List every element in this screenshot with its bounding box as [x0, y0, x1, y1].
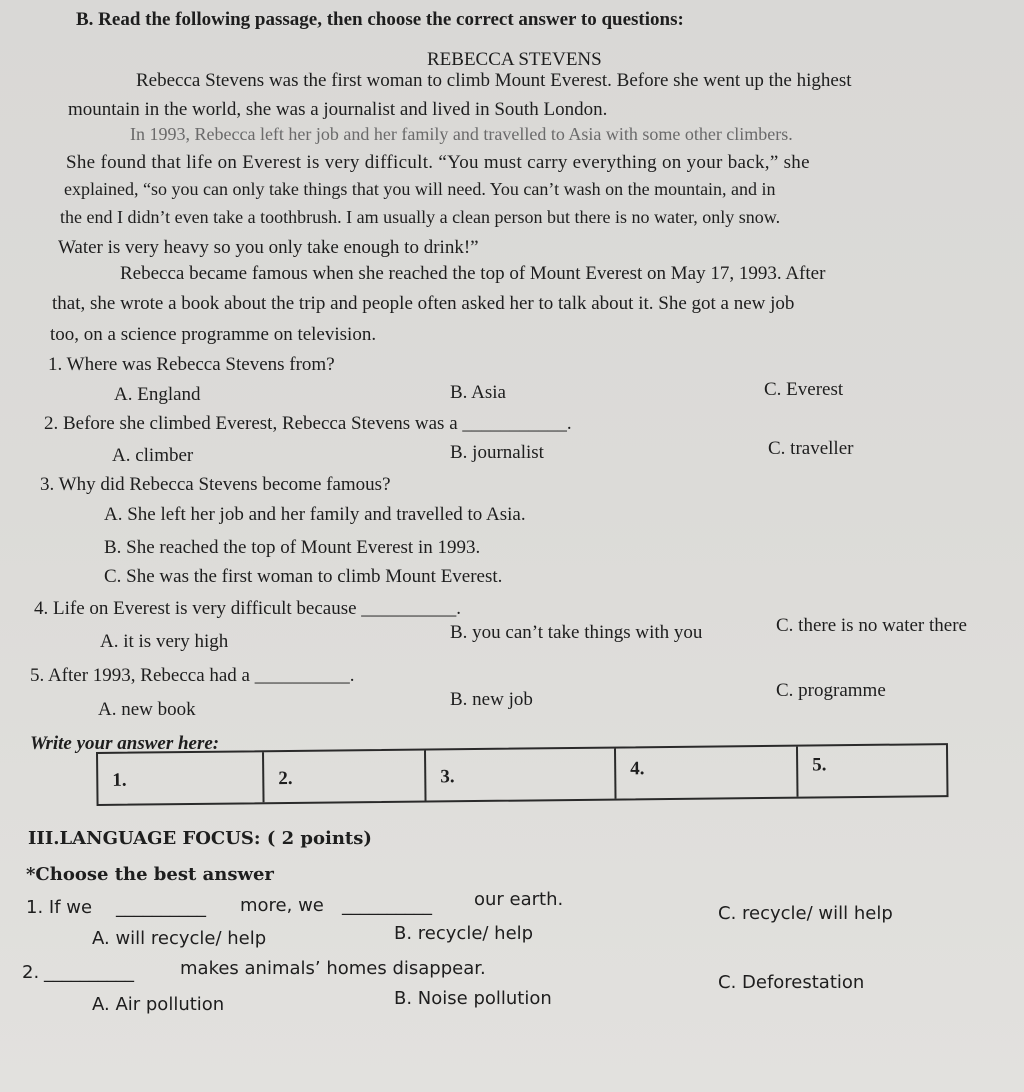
answer-cell-3[interactable] — [426, 749, 617, 801]
passage-line: explained, “so you can only take things that you will need. You can’t wash on the mountain, and in — [64, 179, 776, 199]
passage-line: mountain in the world, she was a journalist and lived in South London. — [68, 99, 608, 120]
question-stem: 3. Why did Rebecca Stevens become famous? — [40, 474, 391, 495]
question-stem-part: 2. — [22, 962, 40, 983]
answer-option: B. you can’t take things with you — [450, 622, 703, 643]
answer-cell-label: 4. — [630, 758, 645, 780]
answer-blank[interactable]: __________ — [116, 897, 206, 918]
answer-blank[interactable]: __________ — [342, 895, 432, 916]
answer-option: C. traveller — [768, 438, 854, 459]
answer-option: C. Deforestation — [718, 972, 865, 993]
answer-option: A. She left her job and her family and travelled to Asia. — [104, 504, 526, 525]
section-iii-subheading: *Choose the best answer — [26, 864, 274, 885]
answer-cell-5[interactable] — [798, 745, 947, 797]
section-b-instruction: B. Read the following passage, then choose the correct answer to questions: — [76, 9, 684, 30]
answer-cell-2[interactable] — [264, 751, 427, 803]
passage-line: that, she wrote a book about the trip and people often asked her to talk about it. She got a new job — [52, 293, 795, 314]
answer-option: B. Noise pollution — [394, 988, 552, 1009]
answer-option: B. Asia — [450, 382, 506, 403]
passage-line: Rebecca became famous when she reached the top of Mount Everest on May 17, 1993. After — [120, 263, 826, 284]
answer-cell-label: 3. — [440, 766, 455, 788]
answer-prompt: Write your answer here: — [30, 733, 220, 754]
answer-option: B. journalist — [450, 442, 544, 463]
passage-line: Rebecca Stevens was the first woman to climb Mount Everest. Before she went up the highest — [136, 70, 852, 91]
question-stem-part: makes animals’ homes disappear. — [180, 958, 486, 979]
question-stem: 4. Life on Everest is very difficult because __________. — [34, 598, 462, 619]
answer-option: C. recycle/ will help — [718, 903, 893, 924]
passage-line: She found that life on Everest is very difficult. “You must carry everything on your back,” she — [66, 152, 810, 173]
answer-cell-1[interactable] — [98, 752, 265, 804]
answer-option: A. Air pollution — [92, 994, 225, 1015]
answer-option: C. She was the first woman to climb Mount Everest. — [104, 566, 503, 587]
answer-option: A. will recycle/ help — [92, 928, 267, 949]
question-stem: 1. Where was Rebecca Stevens from? — [48, 354, 335, 375]
answer-option: A. new book — [98, 699, 196, 720]
answer-blank[interactable]: __________ — [44, 962, 134, 983]
answer-cell-4[interactable] — [616, 747, 799, 799]
answer-option: A. it is very high — [100, 631, 229, 652]
passage-line: too, on a science programme on television. — [50, 324, 377, 345]
passage-line: Water is very heavy so you only take enough to drink!” — [58, 237, 479, 258]
question-stem: 2. Before she climbed Everest, Rebecca Stevens was a ___________. — [44, 413, 572, 434]
answer-option: C. there is no water there — [776, 615, 967, 636]
question-stem: 5. After 1993, Rebecca had a __________. — [30, 665, 355, 686]
question-stem-part: 1. If we — [26, 897, 93, 918]
answer-option: C. Everest — [764, 379, 844, 400]
answer-cell-label: 1. — [112, 769, 127, 791]
answer-option: C. programme — [776, 680, 886, 701]
question-stem-part: more, we — [240, 895, 324, 916]
passage-line: the end I didn’t even take a toothbrush. I am usually a clean person but there is no water, only snow. — [60, 207, 781, 227]
answer-option: A. climber — [112, 445, 194, 466]
answer-option: A. England — [114, 384, 201, 405]
question-stem-part: our earth. — [474, 889, 564, 910]
passage-line: In 1993, Rebecca left her job and her family and travelled to Asia with some other climbers. — [130, 124, 793, 144]
answer-option: B. She reached the top of Mount Everest in 1993. — [104, 537, 481, 558]
passage-title: REBECCA STEVENS — [427, 49, 602, 70]
answer-table — [96, 743, 949, 806]
answer-cell-label: 2. — [278, 767, 293, 790]
answer-option: B. new job — [450, 689, 533, 710]
section-iii-heading: III.LANGUAGE FOCUS: ( 2 points) — [28, 828, 372, 849]
answer-option: B. recycle/ help — [394, 923, 534, 944]
answer-cell-label: 5. — [812, 754, 827, 776]
